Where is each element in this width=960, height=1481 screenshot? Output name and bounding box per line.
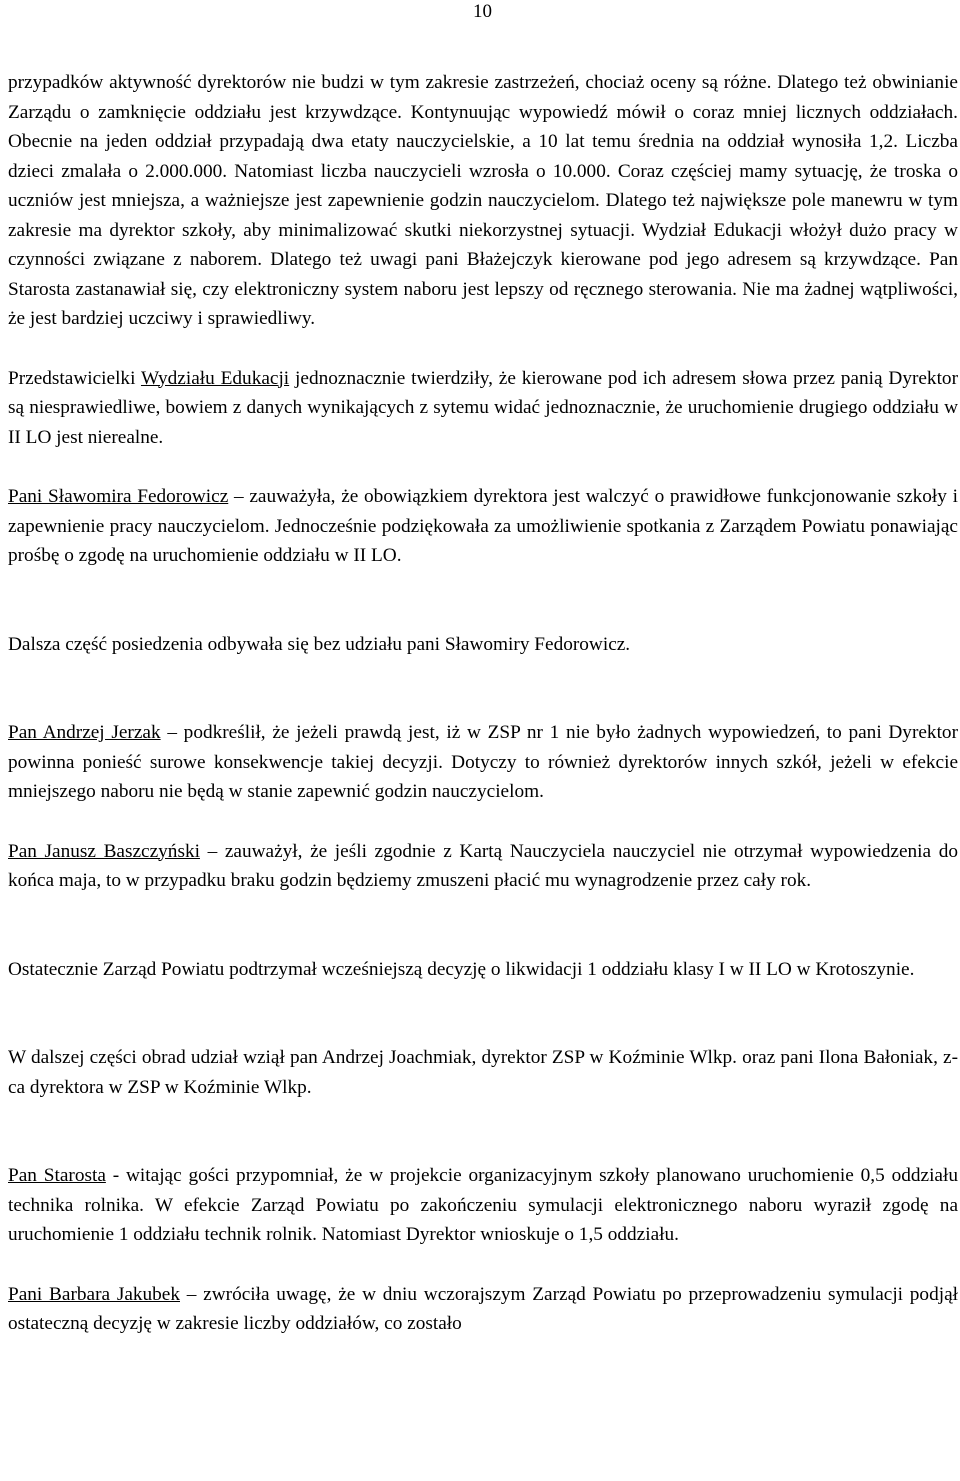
speaker-name: Pan Janusz Baszczyński xyxy=(8,840,200,862)
speaker-name: Pani Sławomira Fedorowicz xyxy=(8,486,229,507)
paragraph-text: – zauważyła, że obowiązkiem dyrektora jest walczyć o prawidłowe funkcjonowanie szkoły i zapewnienie pracy nauczycielom. Jednocześnie podziękowała za umożliwienie spotkania z Zarządem Powiatu ponawiając prośbę o zgodę na uruchomienie oddziału w II LO. xyxy=(8,486,958,566)
paragraph-board-decision xyxy=(8,955,958,985)
paragraph-fedorowicz xyxy=(8,482,958,571)
paragraph-starosta xyxy=(8,1161,958,1250)
paragraph-directors-activity xyxy=(8,68,958,334)
paragraph-jakubek xyxy=(8,1280,958,1339)
speaker-name: Pan Starosta xyxy=(8,1165,106,1186)
paragraph-text: W dalszej części obrad udział wziął pan Andrzej Joachmiak, dyrektor ZSP w Koźminie Wlkp. oraz pani Ilona Bałoniak, z-ca dyrektora w ZSP w Koźminie Wlkp. xyxy=(8,1047,958,1098)
paragraph-text: przypadków aktywność dyrektorów nie budzi w tym zakresie zastrzeżeń, chociaż oceny są różne. Dlatego też obwinianie Zarządu o zamknięcie oddziału jest krzywdzące. Kontynuując wypowiedź mówił o coraz mniej licznych oddziałach. Obecnie na jeden oddział przypadają dwa etaty nauczycielskie, a 10 lat temu średnia na oddział wynosiła 1,2. Liczba dzieci zmalała o 2.000.000. Natomiast liczba nauczycieli wzrosła o 10.000. Coraz częściej mamy sytuację, że troska o uczniów jest mniejsza, a ważniejsze jest zapewnienie godzin nauczycielom. Dlatego też największe pole manewru w tym zakresie ma dyrektor szkoły, aby minimalizować skutki niekorzystnej sytuacji. Wydział Edukacji włożył dużo pracy w czynności związane z naborem. Dlatego też uwagi pani Błażejczyk kierowane pod jego adresem są krzywdzące. Pan Starosta zastanawiał się, czy elektroniczny system naboru jest lepszy od ręcznego sterowania. Nie ma żadnej wątpliwości, że jest bardziej uczciwy i sprawiedliwy. xyxy=(8,72,958,329)
speaker-name: Pan Andrzej Jerzak xyxy=(8,722,161,743)
speaker-name: Wydziału Edukacji xyxy=(140,367,290,389)
paragraph-text: - witając gości przypomniał, że w projekcie organizacyjnym szkoły planowano uruchomienie 0,5 oddziału technika rolnika. W efekcie Zarząd Powiatu po zakończeniu symulacji elektronicznego naboru wyraził zgodę na uruchomienie 1 oddziału technik rolnik. Natomiast Dyrektor wnioskuje o 1,5 oddziału. xyxy=(8,1165,958,1245)
paragraph-text: jednoznacznie twierdziły, że kierowane pod ich adresem słowa przez panią Dyrektor są niesprawiedliwe, bowiem z danych wynikających z sytemu widać jednoznacznie, że uruchomienie drugiego oddziału w II LO jest nierealne. xyxy=(8,367,958,448)
document-body xyxy=(8,68,958,1339)
paragraph-baszczynski xyxy=(8,837,958,896)
paragraph-text: Dalsza część posiedzenia odbywała się bez udziału pani Sławomiry Fedorowicz. xyxy=(8,633,631,655)
speaker-name: Pani Barbara Jakubek xyxy=(8,1283,180,1305)
paragraph-text: – podkreślił, że jeżeli prawdą jest, iż w ZSP nr 1 nie było żadnych wypowiedzeń, to pani Dyrektor powinna ponieść surowe konsekwencje takiej decyzji. Dotyczy to również dyrektorów innych szkół, jeżeli w efekcie mniejszego naboru nie będą w stanie zapewnić godzin nauczycielom. xyxy=(8,722,958,802)
paragraph-text: – zauważył, że jeśli zgodnie z Kartą Nauczyciela nauczyciel nie otrzymał wypowiedzenia do końca maja, to w przypadku braku godzin będziemy zmuszeni płacić mu wynagrodzenie przez cały rok. xyxy=(8,840,958,891)
paragraph-jerzak xyxy=(8,718,958,807)
paragraph-meeting-continued xyxy=(8,630,958,660)
paragraph-guests xyxy=(8,1043,958,1102)
paragraph-text: Ostatecznie Zarząd Powiatu podtrzymał wcześniejszą decyzję o likwidacji 1 oddziału klasy I w II LO w Krotoszynie. xyxy=(8,958,915,980)
paragraph-lead: Przedstawicielki xyxy=(8,367,141,389)
page-number: 10 xyxy=(473,1,492,22)
paragraph-text: – zwróciła uwagę, że w dniu wczorajszym Zarząd Powiatu po przeprowadzeniu symulacji podjął ostateczną decyzję w zakresie liczby oddziałów, co zostało xyxy=(8,1283,958,1334)
paragraph-education-department xyxy=(8,364,958,453)
